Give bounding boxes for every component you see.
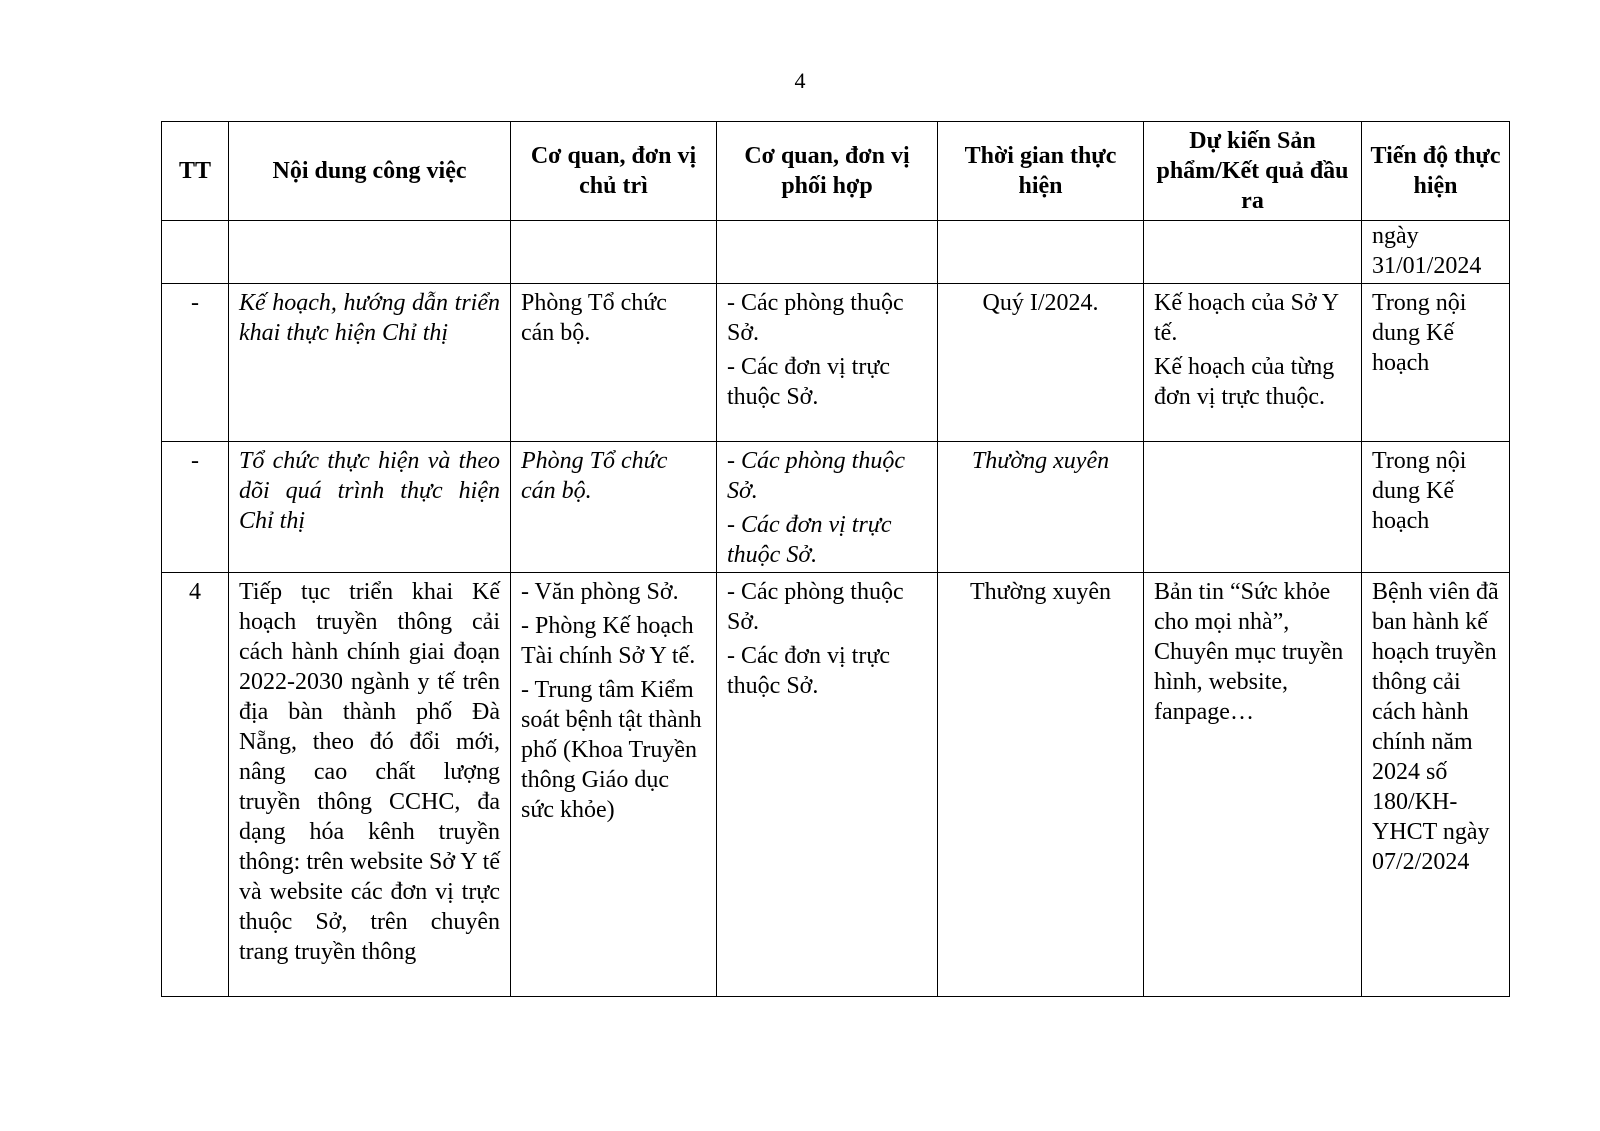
- row-lead: [511, 284, 717, 442]
- row-output: [1144, 284, 1362, 442]
- coordinate-item: - Các đơn vị trực thuộc Sở.: [727, 512, 892, 568]
- table-row: [162, 221, 1510, 284]
- coordinate-item: - Các đơn vị trực thuộc Sở.: [727, 354, 890, 410]
- header-output: Dự kiến Sản phẩm/Kết quả đầu ra: [1144, 122, 1362, 221]
- row-time: Quý I/2024.: [938, 284, 1144, 442]
- header-tt: TT: [162, 122, 229, 221]
- lead-item: Phòng Tổ chức cán bộ.: [521, 290, 667, 346]
- work-plan-table: [161, 121, 1510, 997]
- row-tt: -: [162, 442, 229, 573]
- coordinate-item: - Các phòng thuộc Sở.: [727, 579, 904, 635]
- table-row: [162, 442, 1510, 573]
- row-progress: Bệnh viên đã ban hành kế hoạch truyền thông cải cách hành chính năm 2024 số 180/KH-YHCT ngày 07/2/2024: [1362, 573, 1510, 997]
- header-progress: Tiến độ thực hiện: [1362, 122, 1510, 221]
- row-output: [1144, 221, 1362, 284]
- row-coordinate: [717, 573, 938, 997]
- row-lead: [511, 221, 717, 284]
- coordinate-item: - Các phòng thuộc Sở.: [727, 290, 904, 346]
- coordinate-item: - Các phòng thuộc Sở.: [727, 448, 905, 504]
- table-row: [162, 573, 1510, 997]
- row-lead: [511, 573, 717, 997]
- row-content: [229, 221, 511, 284]
- header-coordinating-agency: Cơ quan, đơn vị phối hợp: [717, 122, 938, 221]
- row-progress: Trong nội dung Kế hoạch: [1362, 442, 1510, 573]
- coordinate-item: - Các đơn vị trực thuộc Sở.: [727, 643, 890, 699]
- row-coordinate: [717, 442, 938, 573]
- row-content: Kế hoạch, hướng dẫn triển khai thực hiện Chỉ thị: [229, 284, 511, 442]
- output-item: Bản tin “Sức khỏe cho mọi nhà”, Chuyên mục truyền hình, website, fanpage…: [1154, 579, 1344, 725]
- row-content: Tiếp tục triển khai Kế hoạch truyền thông cải cách hành chính giai đoạn 2022-2030 ngành y tế trên địa bàn thành phố Đà Nẵng, theo đó đổi mới, nâng cao chất lượng truyền thông CCHC, đa dạng hóa kênh truyền thông: trên website Sở Y tế và website các đơn vị trực thuộc Sở, trên chuyên trang truyền thông: [229, 573, 511, 997]
- header-time: Thời gian thực hiện: [938, 122, 1144, 221]
- row-tt: [162, 221, 229, 284]
- row-content: Tổ chức thực hiện và theo dõi quá trình thực hiện Chỉ thị: [229, 442, 511, 573]
- lead-item: - Phòng Kế hoạch Tài chính Sở Y tế.: [521, 613, 696, 669]
- lead-item: - Trung tâm Kiểm soát bệnh tật thành phố (Khoa Truyền thông Giáo dục sức khỏe): [521, 677, 702, 823]
- row-progress: ngày 31/01/2024: [1362, 221, 1510, 284]
- row-tt: 4: [162, 573, 229, 997]
- table-row: [162, 284, 1510, 442]
- row-lead: [511, 442, 717, 573]
- row-time: Thường xuyên: [938, 573, 1144, 997]
- row-coordinate: [717, 284, 938, 442]
- row-output: [1144, 442, 1362, 573]
- row-output: [1144, 573, 1362, 997]
- output-item: Kế hoạch của từng đơn vị trực thuộc.: [1154, 354, 1335, 410]
- row-time: [938, 221, 1144, 284]
- page-number: 4: [794, 68, 806, 93]
- row-tt: -: [162, 284, 229, 442]
- row-coordinate: [717, 221, 938, 284]
- header-row: [162, 122, 1510, 221]
- header-content: Nội dung công việc: [229, 122, 511, 221]
- output-item: Kế hoạch của Sở Y tế.: [1154, 290, 1339, 346]
- row-time: Thường xuyên: [938, 442, 1144, 573]
- lead-item: - Văn phòng Sở.: [521, 579, 679, 605]
- row-progress: Trong nội dung Kế hoạch: [1362, 284, 1510, 442]
- lead-item: Phòng Tổ chức cán bộ.: [521, 448, 668, 504]
- header-lead-agency: Cơ quan, đơn vị chủ trì: [511, 122, 717, 221]
